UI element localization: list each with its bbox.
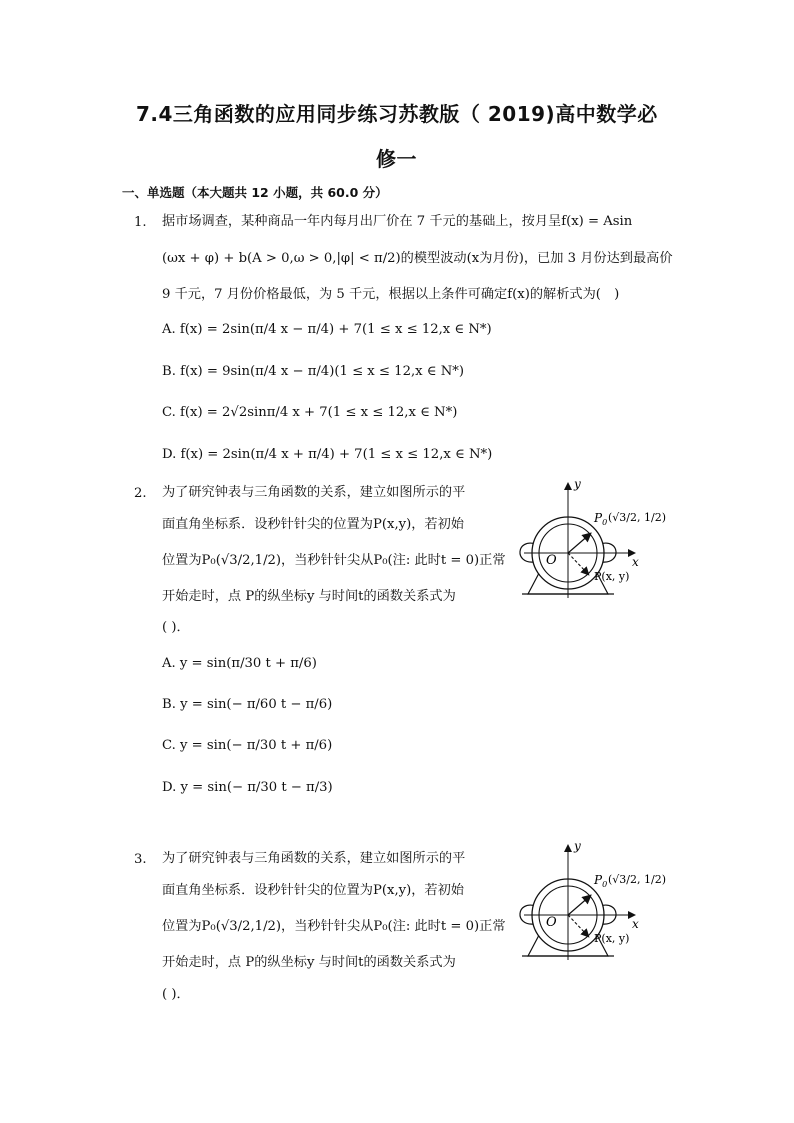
question-2-option-a[interactable]: A. y = sin(π/30 t + π/6) [162,656,317,671]
question-3-line-5: ( )． [162,987,190,1002]
y-axis-label: y [574,478,581,491]
question-2-line-5: ( )． [162,620,190,635]
y-axis-label: y [574,840,581,853]
question-2-line-2: 面直角坐标系．设秒针针尖的位置为P(x,y)，若初始 [162,517,464,532]
p0-coords: (√3/2, 1/2) [608,511,666,524]
question-3-number: 3. [134,852,147,867]
p0-label: $P_0$ [594,511,608,527]
clock-figure-q2 [508,478,668,604]
x-axis-label: x [632,555,639,569]
section-heading: 一、单选题（本大题共 12 小题，共 60.0 分） [122,185,388,200]
question-1-option-a[interactable]: A. f(x) = 2sin(π/4 x − π/4) + 7(1 ≤ x ≤ 12,x ∈ N*) [162,322,492,337]
page-title-line1: 7.4三角函数的应用同步练习苏教版（ 2019)高中数学必 [136,102,658,126]
question-1-option-b[interactable]: B. f(x) = 9sin(π/4 x − π/4)(1 ≤ x ≤ 12,x ∈ N*) [162,364,465,379]
question-3-line-4: 开始走时，点 P的纵坐标y 与时间t的函数关系式为 [162,955,456,970]
question-2-option-b[interactable]: B. y = sin(− π/60 t − π/6) [162,697,333,712]
question-2-number: 2. [134,486,147,501]
question-1-option-c[interactable]: C. f(x) = 2√2sinπ/4 x + 7(1 ≤ x ≤ 12,x ∈ N*) [162,405,458,420]
origin-label: O [546,915,557,930]
question-2-line-4: 开始走时，点 P的纵坐标y 与时间t的函数关系式为 [162,589,456,604]
x-axis-label: x [632,917,639,931]
question-2-option-c[interactable]: C. y = sin(− π/30 t + π/6) [162,738,333,753]
p0-coords: (√3/2, 1/2) [608,873,666,886]
question-1-line-3: 9 千元，7 月份价格最低，为 5 千元，根据以上条件可确定f(x)的解析式为( ) [162,287,620,302]
question-2-option-d[interactable]: D. y = sin(− π/30 t − π/3) [162,780,333,795]
question-1-line-1: 据市场调查，某种商品一年内每月出厂价在 7 千元的基础上，按月呈f(x) = Asin [162,214,633,229]
question-2-line-1: 为了研究钟表与三角函数的关系，建立如图所示的平 [162,485,466,500]
question-3-line-1: 为了研究钟表与三角函数的关系，建立如图所示的平 [162,851,466,866]
p-label: P(x, y) [594,570,630,583]
question-1-line-2: (ωx + φ) + b(A > 0,ω > 0,|φ| < π/2)的模型波动(x为月份)，已加 3 月份达到最高价 [162,251,673,266]
clock-figure-q3 [508,840,668,966]
page-title-line2: 修一 [376,147,417,171]
question-1-option-d[interactable]: D. f(x) = 2sin(π/4 x + π/4) + 7(1 ≤ x ≤ 12,x ∈ N*) [162,447,493,462]
question-3-line-3: 位置为P₀(√3/2,1/2)，当秒针针尖从P₀(注: 此时t = 0)正常 [162,919,506,934]
p0-label: $P_0$ [594,873,608,889]
question-1-number: 1. [134,215,147,230]
question-2-line-3: 位置为P₀(√3/2,1/2)，当秒针针尖从P₀(注: 此时t = 0)正常 [162,553,506,568]
question-3-line-2: 面直角坐标系．设秒针针尖的位置为P(x,y)，若初始 [162,883,464,898]
p-label: P(x, y) [594,932,630,945]
origin-label: O [546,553,557,568]
